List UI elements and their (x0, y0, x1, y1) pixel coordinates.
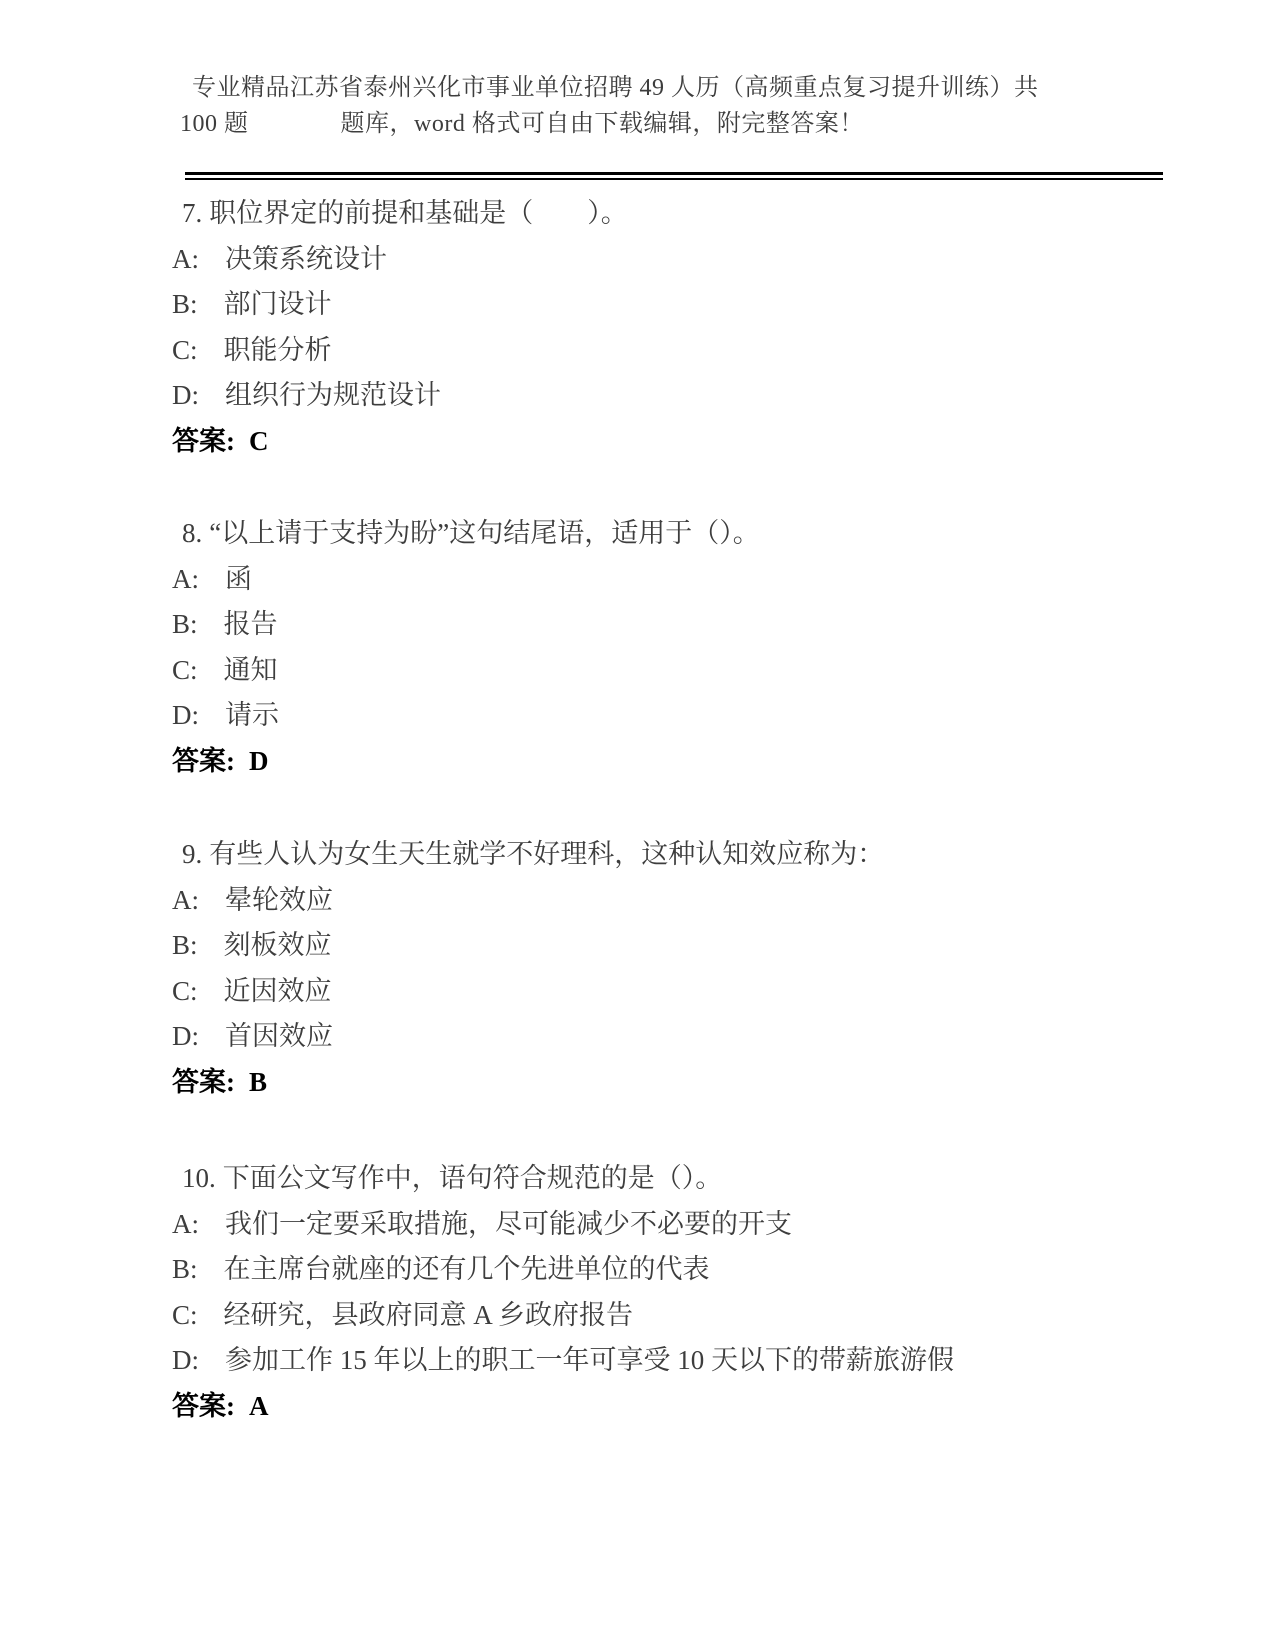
option-row (172, 1247, 1212, 1293)
option-text: 我们一定要采取措施，尽可能减少不必要的开支 (225, 1208, 792, 1239)
option-text: 职能分析 (223, 334, 332, 365)
answer-value: D (249, 745, 269, 776)
option-row (172, 373, 1212, 419)
option-label: B: (172, 609, 198, 639)
option-label: B: (172, 930, 198, 960)
option-label: A: (172, 563, 199, 594)
answer-label: 答案: (172, 1066, 235, 1097)
option-label: D: (172, 380, 199, 410)
question-text: 职位界定的前提和基础是（ ）。 (209, 198, 628, 228)
question-text: 有些人认为女生天生就学不好理科，这种认知效应称为： (209, 839, 885, 869)
question-block-7 (172, 191, 1212, 464)
option-text: 组织行为规范设计 (225, 380, 441, 410)
option-row (172, 1338, 1212, 1384)
option-row (172, 237, 1212, 283)
question-block-8 (172, 511, 1212, 784)
option-row (172, 282, 1212, 328)
question-title (182, 191, 1212, 237)
option-text: 经研究，县政府同意 A 乡政府报告 (223, 1299, 634, 1330)
option-row (172, 878, 1212, 924)
header-title-line2 (180, 108, 864, 140)
answer-value: B (249, 1066, 268, 1097)
header-divider-rule (185, 172, 1163, 180)
option-text: 通知 (223, 654, 278, 685)
option-label: B: (172, 1254, 198, 1284)
question-block-9 (172, 832, 1212, 1105)
option-row (172, 923, 1212, 969)
option-row (172, 969, 1212, 1015)
question-number: 9. (182, 839, 203, 869)
option-text: 刻板效应 (223, 930, 332, 960)
option-label: D: (172, 1021, 199, 1051)
option-row (172, 1014, 1212, 1060)
option-row (172, 557, 1212, 603)
option-text: 首因效应 (225, 1021, 333, 1051)
option-label: A: (172, 884, 199, 915)
option-text: 近因效应 (223, 975, 332, 1006)
option-label: A: (172, 1208, 199, 1239)
option-text: 报告 (223, 609, 278, 639)
answer-label: 答案: (172, 425, 235, 456)
option-text: 参加工作 15 年以上的职工一年可享受 10 天以下的带薪旅游假 (225, 1345, 954, 1375)
answer-row (172, 419, 1212, 465)
option-row (172, 693, 1212, 739)
question-number: 10. (182, 1163, 216, 1193)
question-number: 8. (182, 518, 203, 548)
option-text: 部门设计 (223, 289, 332, 319)
header-count-text: 100 题 (180, 111, 249, 137)
option-label: D: (172, 1345, 199, 1375)
option-label: C: (172, 334, 198, 365)
option-row (172, 648, 1212, 694)
option-label: A: (172, 243, 199, 274)
option-label: C: (172, 1299, 198, 1330)
answer-value: A (249, 1390, 269, 1421)
answer-row (172, 1384, 1212, 1430)
answer-row (172, 1060, 1212, 1106)
option-row (172, 1202, 1212, 1248)
question-text: “以上请于支持为盼”这句结尾语，适用于（）。 (209, 518, 760, 548)
option-text: 函 (225, 563, 252, 594)
header-subtitle-text: 题库，word 格式可自由下载编辑，附完整答案！ (340, 111, 864, 137)
question-title (182, 511, 1212, 557)
option-text: 晕轮效应 (225, 884, 333, 915)
question-block-10 (172, 1156, 1212, 1429)
option-label: C: (172, 654, 198, 685)
question-title (182, 832, 1212, 878)
option-label: D: (172, 700, 199, 730)
option-row (172, 1293, 1212, 1339)
header-title-line1: 专业精品江苏省泰州兴化市事业单位招聘 49 人历（高频重点复习提升训练）共 (192, 75, 1039, 101)
answer-label: 答案: (172, 1390, 235, 1421)
option-text: 决策系统设计 (225, 243, 387, 274)
answer-value: C (249, 425, 269, 456)
answer-label: 答案: (172, 745, 235, 776)
option-text: 在主席台就座的还有几个先进单位的代表 (223, 1254, 710, 1284)
question-title (182, 1156, 1212, 1202)
question-number: 7. (182, 198, 203, 228)
option-label: B: (172, 289, 198, 319)
option-row (172, 328, 1212, 374)
option-row (172, 602, 1212, 648)
option-label: C: (172, 975, 198, 1006)
option-text: 请示 (225, 700, 279, 730)
question-text: 下面公文写作中，语句符合规范的是（）。 (222, 1163, 723, 1193)
answer-row (172, 739, 1212, 785)
